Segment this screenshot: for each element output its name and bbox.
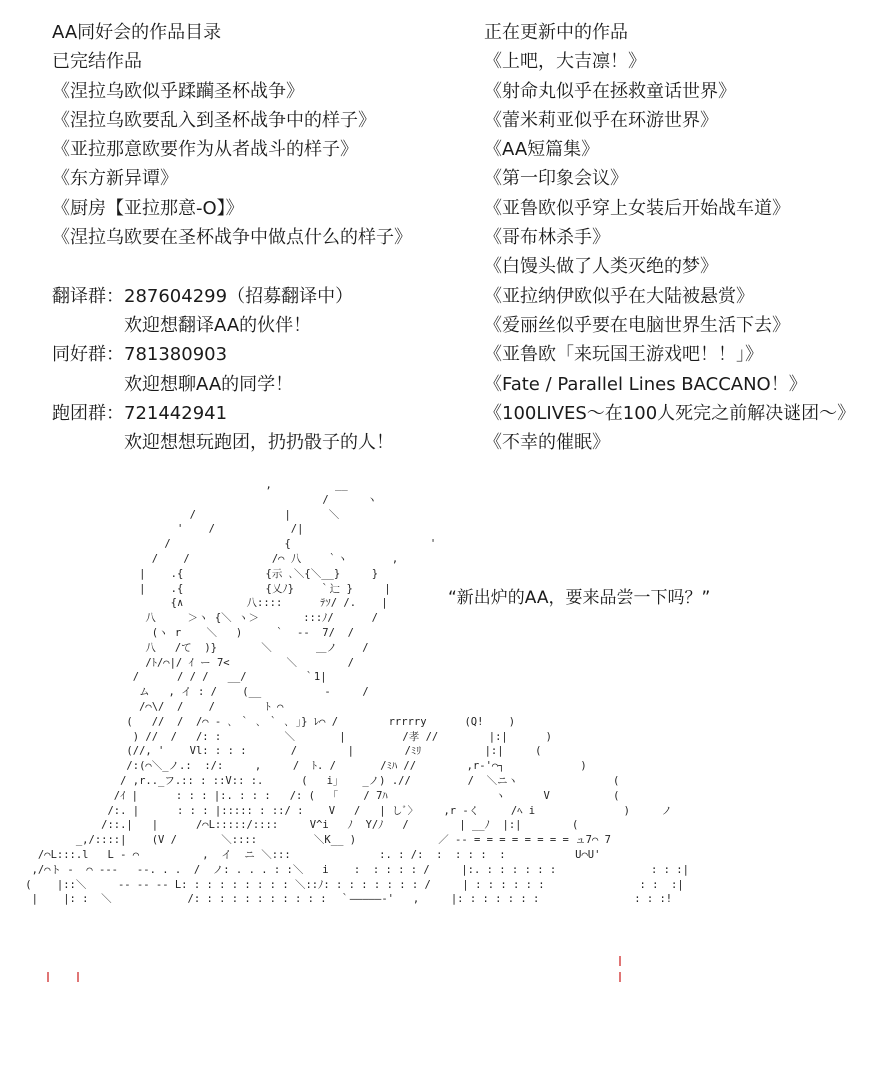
completed-heading: 已完结作品 [52,51,142,73]
ongoing-work-item: 《AA短篇集》 [484,139,600,161]
ongoing-work-item: 《爱丽丝似乎要在电脑世界生活下去》 [484,314,790,336]
ongoing-work-item: 《上吧，大吉凛！》 [484,51,646,73]
rp-group-welcome: 欢迎想想玩跑团，扔扔骰子的人！ [124,432,394,454]
ongoing-work-item: 《哥布林杀手》 [484,227,610,249]
ongoing-work-item: 《射命丸似乎在拯救童话世界》 [484,80,736,102]
ongoing-work-item: 《100LIVES～在100人死完之前解决谜团～》 [484,402,856,424]
translation-group-welcome: 欢迎想翻译AA的伙伴！ [124,314,312,336]
translation-group [52,282,472,311]
left-column [52,18,472,457]
ongoing-work-item: 《不幸的催眠》 [484,432,610,454]
rp-group-label: 跑团群： [52,402,124,424]
speech-bubble-text: “新出炉的AA，要来品尝一下吗？” [448,588,711,608]
ongoing-work-item: 《白馒头做了人类灭绝的梦》 [484,256,718,278]
ongoing-work-item: 《亚鲁欧似乎穿上女装后开始战车道》 [484,197,790,219]
spacer [52,252,472,281]
ongoing-work-item: 《蕾米莉亚似乎在环游世界》 [484,109,718,131]
translation-group-number: 287604299（招募翻译中） [124,285,354,307]
fans-group [52,340,472,369]
ascii-art-illustration [0,478,896,1038]
completed-work-item: 《涅拉乌欧要在圣杯战争中做点什么的样子》 [52,227,412,249]
completed-work-item: 《涅拉乌欧似乎蹂躏圣杯战争》 [52,80,304,102]
fans-group-welcome: 欢迎想聊AA的同学！ [124,373,294,395]
rp-group [52,399,472,428]
translation-group-label: 翻译群： [52,285,124,307]
ongoing-work-item: 《亚拉纳伊欧似乎在大陆被悬赏》 [484,285,754,307]
ongoing-work-item: 《第一印象会议》 [484,168,628,190]
ongoing-work-item: 《亚鲁欧「来玩国王游戏吧！！」》 [484,344,763,366]
ongoing-heading: 正在更新中的作品 [484,22,628,43]
completed-work-item: 《厨房【亚拉那意-O】》 [52,197,244,219]
completed-work-item: 《涅拉乌欧要乱入到圣杯战争中的样子》 [52,109,376,131]
fans-group-number: 781380903 [124,344,228,366]
ascii-art-character: , __ / ヽ / | ＼ ' / /| / { ' / / /⌒ 八 ｀ヽ , | .{ {示 ､＼{＼__} } | .{ {乂ﾉ} ｀辷 } | {∧ 八:::: ﾃｿ/ /. | 八 ＞ヽ {＼ ヽ＞ :::ﾉ/ / (ヽ r ＼ ) ｀ -- 7/ / 八 /て )} ＼ ＿ノ / /ﾄ/⌒|/ ｲ ー 7< ＼ / / / / / __/ ｀1| ム , イ : / (__ ‐ / /⌒\/ / / ﾄ ⌒ ( // / /⌒ ‐ ､ ｀ ､ ｀ ､ 」} ﾚ⌒ / rrrrry (Q! ) ) // / /: : ＼ | /孝 // |:| ) (//, ' Vl: : : : / | /ﾐﾘ |:| ( /:(⌒＼_ノ.: :/: , / ﾄ. / /ﾐﾊ // ,r‐'⌒┐ ) / ,r.._フ.:: : ::V:: :. ( i」 _ノ) .// / ＼ニヽ ( /ｲ | : : : |:. : : : /: ( 「 / 7ﾊ ヽ V ( /:. | : : : |::::: : ::/ : V / | しﾞ〉 ,r ‐く /ﾍ i ) ノ /::.| | /⌒L:::::/:::: V^i ﾉ Y/ﾉ / | __ﾉ |:| ( _,/::::| (V / ＼:::: ＼K__ ) ／ ‐‐ = = = = = = = = ュ7⌒ 7 /⌒L:::.l L ‐ ⌒ , イ ニ ＼::: :. : /: : : : : : U⌒U' ,/⌒ト ‐ ⌒ ‐‐‐ ‐‐. . . / ノ: . . . : :＼ i : : : : : / |:. : : : : : : : : :| ( |::＼ ‐‐ ‐‐ ‐‐ L: : : : : : : : : ＼::ﾉ: : : : : : : : / | : : : : : : : : :| | |: : ＼ /: : : : : : : : : : : ｀―――――‐' , |: : : : : : : : : :! [25,479,689,906]
fans-group-label: 同好群： [52,344,124,366]
ascii-art-red-marks [0,478,896,1038]
completed-work-item: 《亚拉那意欧要作为从者战斗的样子》 [52,139,358,161]
catalog-title: AA同好会的作品目录 [52,22,222,43]
rp-group-number: 721442941 [124,402,228,424]
right-column [484,18,884,457]
ongoing-work-item: 《Fate / Parallel Lines BACCANO！》 [484,373,807,395]
completed-work-item: 《东方新异谭》 [52,168,178,190]
